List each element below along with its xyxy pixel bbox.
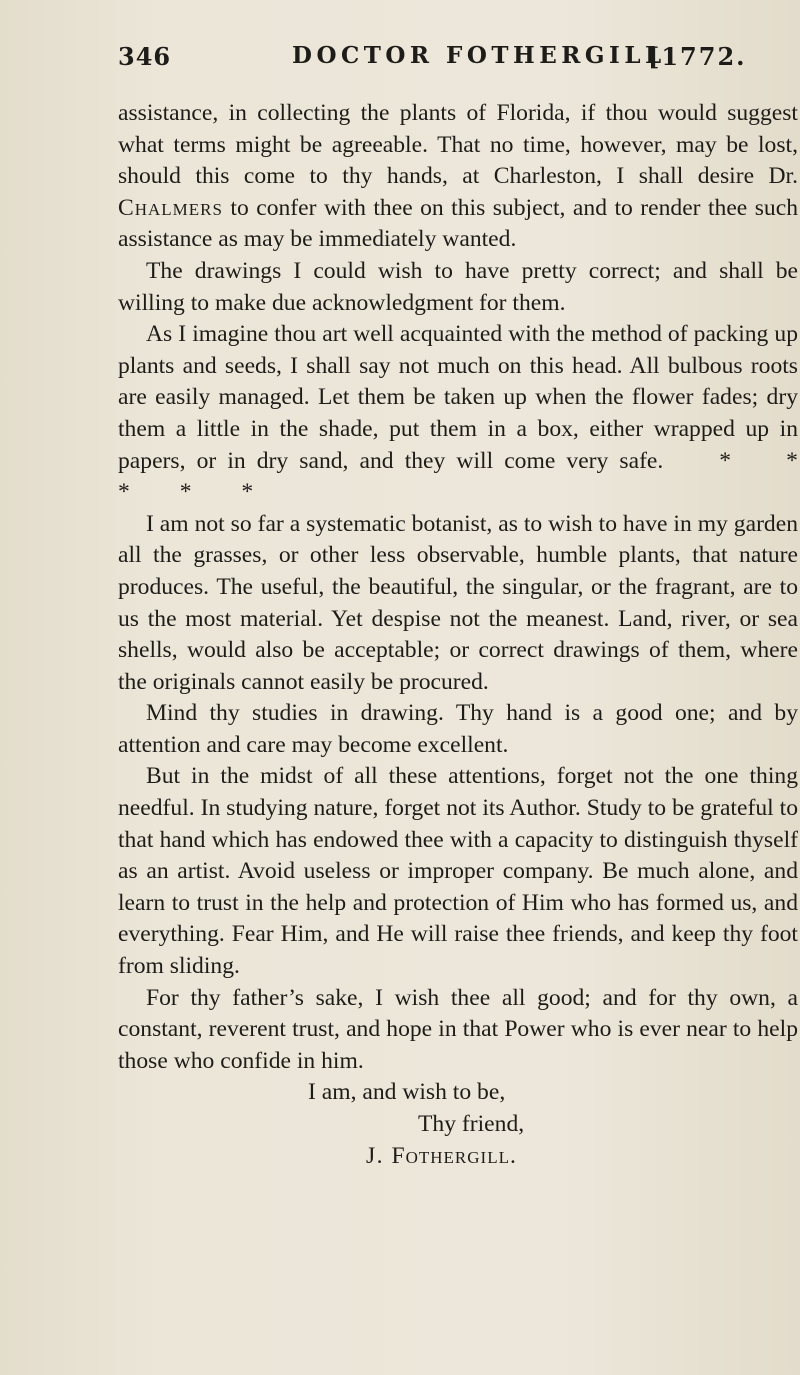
- ellipsis-stars: * * * * *: [118, 447, 798, 506]
- paragraph: Mind thy studies in drawing. Thy hand is a good one; and by attention and care may become excellent.: [118, 700, 798, 758]
- paragraph: assistance, in collecting the plants of Florida, if thou would suggest what terms might be agreeable. That no time, however, may be lost, should this come to thy hands, at Charleston, I shall desire Dr. Chalmers to confer with thee on this subject, and to render thee such assistance as may be immediately wanted.: [118, 100, 798, 253]
- paragraph: I am not so far a systematic botanist, as to wish to have in my garden all the grasses, or other less observable, humble plants, that nature produces. The useful, the beautiful, the singular, or the fragrant, are to us the most material. Yet despise not the meanest. Land, river, or sea shells, would also be acceptable; or correct drawings of them, where the originals cannot easily be procured.: [118, 510, 798, 695]
- paragraph: The drawings I could wish to have pretty correct; and shall be willing to make due acknowledgment for them.: [118, 257, 798, 316]
- closing-line: I am, and wish to be,: [308, 1079, 506, 1106]
- paragraph: As I imagine thou art well acquainted with the method of packing up plants and seeds, I shall say not much on this head. All bulbous roots are easily managed. Let them be taken up when the flower fades; dry them a little in the shade, put them in a box, either wrapped up in papers, or in dry sand, and they will come very safe. * * * * *: [118, 321, 798, 506]
- paragraph: But in the midst of all these attentions, forget not the one thing needful. In studying nature, forget not its Author. Study to be grateful to that hand which has endowed thee with a capacity to distinguish thyself as an artist. Avoid useless or improper company. Be much alone, and learn to trust in the help and protection of Him who has formed us, and everything. Fear Him, and He will raise thee friends, and keep thy foot from sliding.: [118, 763, 798, 980]
- paragraph: For thy father’s sake, I wish thee all good; and for thy own, a constant, reverent trust, and hope in that Power who is ever near to help those who confide in him.: [118, 984, 798, 1074]
- name-chalmers: Chalmers: [118, 194, 223, 221]
- salutation: Thy friend,: [418, 1111, 525, 1137]
- page-header: [118, 42, 770, 82]
- signature: J. Fothergill.: [366, 1142, 517, 1169]
- year-marker: [1772.: [648, 42, 747, 71]
- page-number: 346: [118, 42, 172, 71]
- running-title: DOCTOR FOTHERGILL: [292, 42, 666, 69]
- letter-body: [118, 98, 798, 1172]
